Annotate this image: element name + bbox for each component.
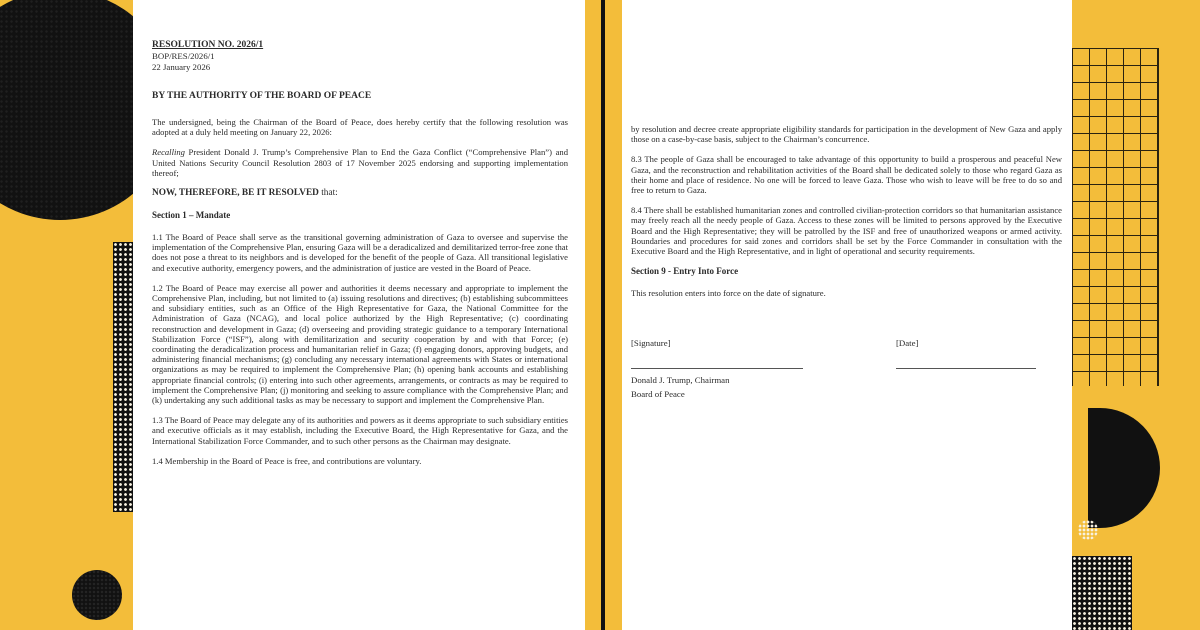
signer-name: Donald J. Trump, Chairman — [631, 375, 730, 386]
continuation-paragraph: by resolution and decree create appropriate eligibility standards for participation in the development of New Gaza and apply those on a case-by-case basis, subject to the Chairman’s concurrence. — [631, 124, 1062, 145]
paragraph-1-4: 1.4 Membership in the Board of Peace is free, and contributions are voluntary. — [152, 455, 422, 466]
recalling-paragraph — [152, 147, 568, 178]
decorative-dot-column — [113, 242, 135, 512]
section-9-heading: Section 9 - Entry Into Force — [631, 266, 739, 277]
paragraph-1-2: 1.2 The Board of Peace may exercise all power and authorities it deems necessary and appropriate to implement the Comprehensive Plan, including, but not limited to (a) issuing resolutions and directives; (b) establishing subcommittees and subsidiary entities, such as an Office of the High Representative for Gaza, the National Committee for the Administration of Gaza (NCAG), and local police authorized by the High Representative; (c) coordinating reconstruction and development in Gaza; (d) overseeing and providing strategic guidance to a temporary International Stabilization Force (“ISF”), along with demilitarization and security cooperation by and with that Force; (e) coordinating the deradicalization process and humanitarian relief in Gaza; (f) engaging donors, approving budgets, and administering financial mechanisms; (g) concluding any necessary international agreements with States or international organizations as may be required to implement the Comprehensive Plan; (h) opening bank accounts and establishing appropriate financial controls; (i) entering into such other agreements, arrangements, or contracts as may be required to implement the Comprehensive Plan; (j) monitoring and seeking to assure compliance with the Comprehensive Plan; and (k) undertaking any such additional tasks as may be necessary to support and implement the Comprehensive Plan. — [152, 282, 568, 406]
paragraph-1-3: 1.3 The Board of Peace may delegate any of its authorities and powers as it deems appropriate to such subsidiary entities and executive officials as it may establish, including the Executive Board, the High Representative for Gaza, and the International Stabilization Force Commander, and to such other persons as the Chairman may designate. — [152, 415, 568, 446]
paragraph-1-1: 1.1 The Board of Peace shall serve as the transitional governing administration of Gaza to oversee and supervise the implementation of the Comprehensive Plan, ensuring Gaza will be a deradicalized and demilitarized terror-free zone that does not pose a threat to its neighbors and is developed for the benefit of the people of Gaza. All transitional legislative and executive authority, emergency powers, and the administration of justice are vested in the Board of Peace. — [152, 232, 568, 273]
resolution-date: 22 January 2026 — [152, 62, 211, 72]
signer-info — [631, 373, 729, 401]
signer-org: Board of Peace — [631, 389, 685, 400]
signature-block — [631, 338, 1062, 408]
recalling-text: President Donald J. Trump’s Comprehensive Plan to End the Gaza Conflict (“Comprehensive Plan”) and United Nations Security Council Resolution 2803 of 17 November 2025 endorsing and supporting implementation thereof; — [152, 147, 568, 178]
paragraph-8-4: 8.4 There shall be established humanitarian zones and controlled civilian-protection corridors so that humanitarian assistance may freely reach all the needy people of Gaza. Access to these zones will be limited to persons approved by the Executive Board and the High Representative; they will be patrolled by the ISF and free of unauthorized weapons or armed activity. Boundaries and procedures for said zones and corridors shall be set by the Force Commander in consultation with the Executive Board and the High Representative, and in light of operational and security requirements. — [631, 205, 1062, 257]
resolved-clause — [152, 188, 568, 198]
resolved-tail: that: — [318, 188, 338, 199]
document-page-left — [133, 0, 585, 630]
authority-heading: BY THE AUTHORITY OF THE BOARD OF PEACE — [152, 91, 372, 101]
decorative-right-half-circle — [1088, 408, 1160, 528]
date-label: [Date] — [896, 338, 919, 349]
decorative-grid — [1072, 48, 1159, 386]
decorative-black-dot — [72, 570, 122, 620]
resolved-bold: NOW, THEREFORE, BE IT RESOLVED — [152, 188, 319, 199]
decorative-dot-block — [1072, 556, 1132, 630]
entry-into-force-text: This resolution enters into force on the date of signature. — [631, 288, 826, 299]
signature-label: [Signature] — [631, 338, 671, 349]
document-page-right — [622, 0, 1072, 630]
date-line — [896, 368, 1036, 369]
page-divider — [601, 0, 605, 630]
signature-line — [631, 368, 803, 369]
paragraph-8-3: 8.3 The people of Gaza shall be encouraged to take advantage of this opportunity to build a prosperous and peaceful New Gaza, and the reconstruction and rehabilitation activities of the Board shall be dedicated solely to those who regard Gaza as their home and place of residence. No one will be forced to leave Gaza. Those who wish to leave will be free to do so and free to return to Gaza. — [631, 154, 1062, 196]
resolution-reference: BOP/RES/2026/1 — [152, 51, 215, 61]
decorative-specks — [1078, 520, 1098, 540]
recalling-word: Recalling — [152, 147, 185, 158]
section-1-heading: Section 1 – Mandate — [152, 210, 231, 221]
certification-paragraph: The undersigned, being the Chairman of the Board of Peace, does hereby certify that the following resolution was adopted at a duly held meeting on January 22, 2026: — [152, 117, 568, 138]
resolution-title: RESOLUTION NO. 2026/1 — [152, 40, 264, 50]
